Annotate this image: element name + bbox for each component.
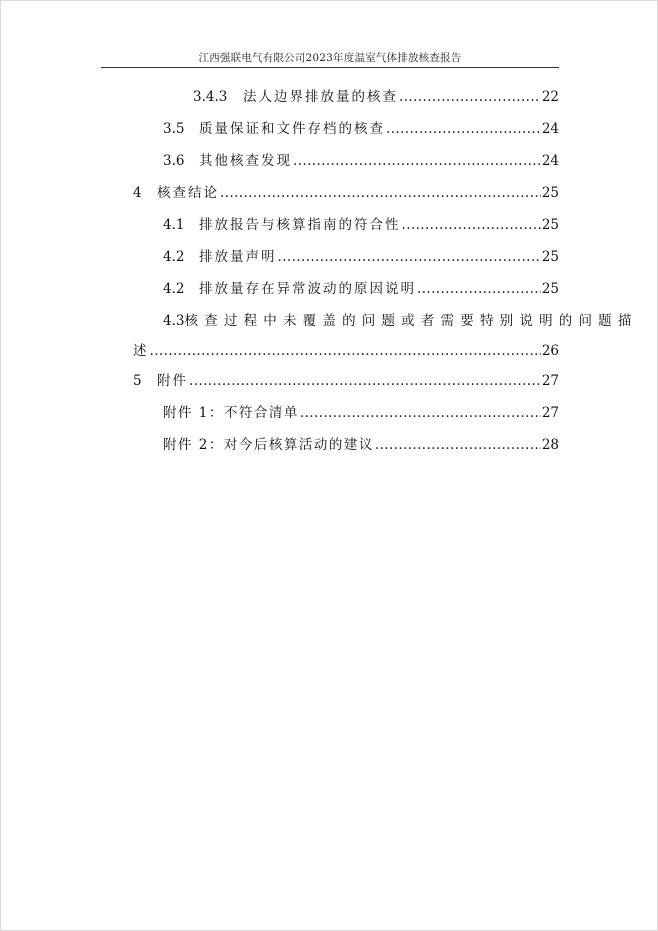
toc-entry-4[interactable] (133, 183, 559, 203)
toc-entry-number: 3.5 (163, 121, 185, 137)
toc-entry-page: 27 (541, 373, 559, 389)
toc-entry-3-6[interactable] (163, 151, 559, 171)
toc-entry-page: 25 (541, 217, 559, 233)
header-divider (101, 67, 559, 68)
toc-entry-page: 25 (541, 249, 559, 265)
toc-entry-title: 排放量存在异常波动的原因说明 (199, 281, 416, 297)
toc-entry-title: 附件 2：对今后核算活动的建议 (163, 437, 374, 453)
toc-dot-leader (386, 119, 541, 139)
toc-entry-4-2-declaration[interactable] (163, 247, 559, 267)
toc-entry-appendix-1[interactable] (163, 403, 559, 423)
toc-entry-title-continued: 述 (133, 343, 149, 359)
toc-entry-4-1[interactable] (163, 215, 559, 235)
toc-entry-page: 22 (541, 89, 559, 105)
toc-entry-title: 其他核查发现 (199, 153, 292, 169)
toc-entry-number: 4.3 (163, 313, 185, 329)
toc-entry-number: 4 (133, 185, 142, 201)
toc-dot-leader (150, 341, 541, 361)
toc-entry-page: 25 (541, 185, 559, 201)
toc-dot-leader (278, 247, 541, 267)
toc-entry-3-5[interactable] (163, 119, 559, 139)
toc-entry-title: 排放报告与核算指南的符合性 (199, 217, 401, 233)
toc-entry-4-3-line2[interactable] (133, 341, 559, 361)
toc-entry-page: 27 (541, 405, 559, 421)
toc-dot-leader (375, 435, 541, 455)
toc-dot-leader (300, 403, 541, 423)
toc-entry-number: 3.4.3 (193, 89, 228, 105)
toc-dot-leader (220, 183, 541, 203)
toc-entry-title: 核查过程中未覆盖的问题或者需要特别说明的问题描 (184, 313, 638, 329)
toc-entry-5[interactable] (133, 371, 559, 391)
toc-entry-title: 质量保证和文件存档的核查 (199, 121, 385, 137)
toc-entry-number: 5 (133, 373, 142, 389)
toc-entry-page: 24 (541, 121, 559, 137)
toc-entry-page: 24 (541, 153, 559, 169)
toc-entry-page: 26 (541, 343, 559, 359)
toc-entry-number: 4.2 (163, 249, 185, 265)
toc-entry-4-2-fluctuation[interactable] (163, 279, 559, 299)
toc-entry-number: 4.2 (163, 281, 185, 297)
toc-entry-appendix-2[interactable] (163, 435, 559, 455)
toc-entry-4-3-line1[interactable] (163, 311, 638, 331)
toc-entry-title: 附件 (157, 373, 188, 389)
toc-dot-leader (189, 371, 541, 391)
toc-entry-title: 核查结论 (157, 185, 219, 201)
toc-entry-title: 附件 1：不符合清单 (163, 405, 299, 421)
toc-entry-title: 排放量声明 (199, 249, 277, 265)
toc-entry-title: 法人边界排放量的核查 (243, 89, 398, 105)
toc-dot-leader (293, 151, 541, 171)
toc-dot-leader (402, 215, 541, 235)
toc-entry-page: 28 (541, 437, 559, 453)
toc-entry-page: 25 (541, 281, 559, 297)
running-header: 江西强联电气有限公司2023年度温室气体排放核查报告 (198, 52, 462, 64)
toc-dot-leader (417, 279, 541, 299)
toc-entry-3-4-3[interactable] (193, 87, 559, 107)
toc-entry-number: 4.1 (163, 217, 185, 233)
toc-entry-number: 3.6 (163, 153, 185, 169)
toc-dot-leader (399, 87, 541, 107)
